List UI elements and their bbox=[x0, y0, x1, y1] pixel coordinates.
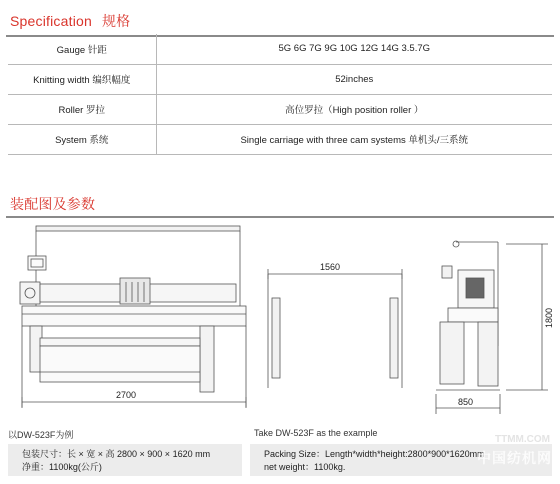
table-row bbox=[8, 124, 552, 154]
spec-label: Roller 罗拉 bbox=[8, 94, 156, 124]
assembly-top-rule bbox=[6, 216, 554, 218]
front-width-label: 2700 bbox=[116, 390, 137, 400]
spec-value: 5G 6G 7G 9G 10G 12G 14G 3.5.7G bbox=[156, 34, 552, 64]
cn-packing-box bbox=[8, 444, 242, 476]
table-row bbox=[8, 34, 552, 64]
spec-label: Gauge 针距 bbox=[8, 34, 156, 64]
height-label: 1800 bbox=[544, 307, 554, 328]
side-height-dimension bbox=[506, 244, 548, 390]
assembly-drawings bbox=[0, 222, 560, 422]
front-view-drawing bbox=[20, 226, 246, 392]
assembly-section-title: 装配图及参数 bbox=[10, 196, 96, 212]
spec-value: 高位罗拉（High position roller ） bbox=[156, 94, 552, 124]
cn-example-caption: 以DW-523F为例 bbox=[8, 430, 74, 440]
en-weight-text: net weight：1100kg. bbox=[264, 462, 346, 472]
side-depth-label: 850 bbox=[458, 397, 474, 407]
spec-value: 52inches bbox=[156, 64, 552, 94]
spec-title-cn: 规格 bbox=[101, 13, 131, 29]
table-row bbox=[8, 64, 552, 94]
cn-weight-text: 净重：1100kg(公斤) bbox=[22, 462, 102, 472]
watermark-top: TTMM.COM bbox=[495, 434, 550, 445]
cn-size-text: 包装尺寸：长 × 宽 × 高 2800 × 900 × 1620 mm bbox=[22, 449, 211, 459]
spec-label: Knitting width 编织幅度 bbox=[8, 64, 156, 94]
top-width-label: 1560 bbox=[320, 262, 341, 272]
table-row bbox=[8, 94, 552, 124]
spec-table bbox=[8, 34, 552, 155]
spec-title-en: Specification bbox=[10, 13, 92, 29]
en-example-caption: Take DW-523F as the example bbox=[254, 428, 378, 438]
en-size-text: Packing Size：Length*width*height:2800*900*1620mm bbox=[264, 449, 485, 459]
spec-section-title bbox=[10, 11, 130, 31]
top-view-drawing bbox=[268, 269, 402, 388]
side-view-drawing bbox=[436, 241, 500, 390]
spec-label: System 系统 bbox=[8, 124, 156, 154]
spec-value: Single carriage with three cam systems 单机头/三系统 bbox=[156, 124, 552, 154]
watermark-bottom: 中国纺机网 bbox=[477, 450, 552, 466]
